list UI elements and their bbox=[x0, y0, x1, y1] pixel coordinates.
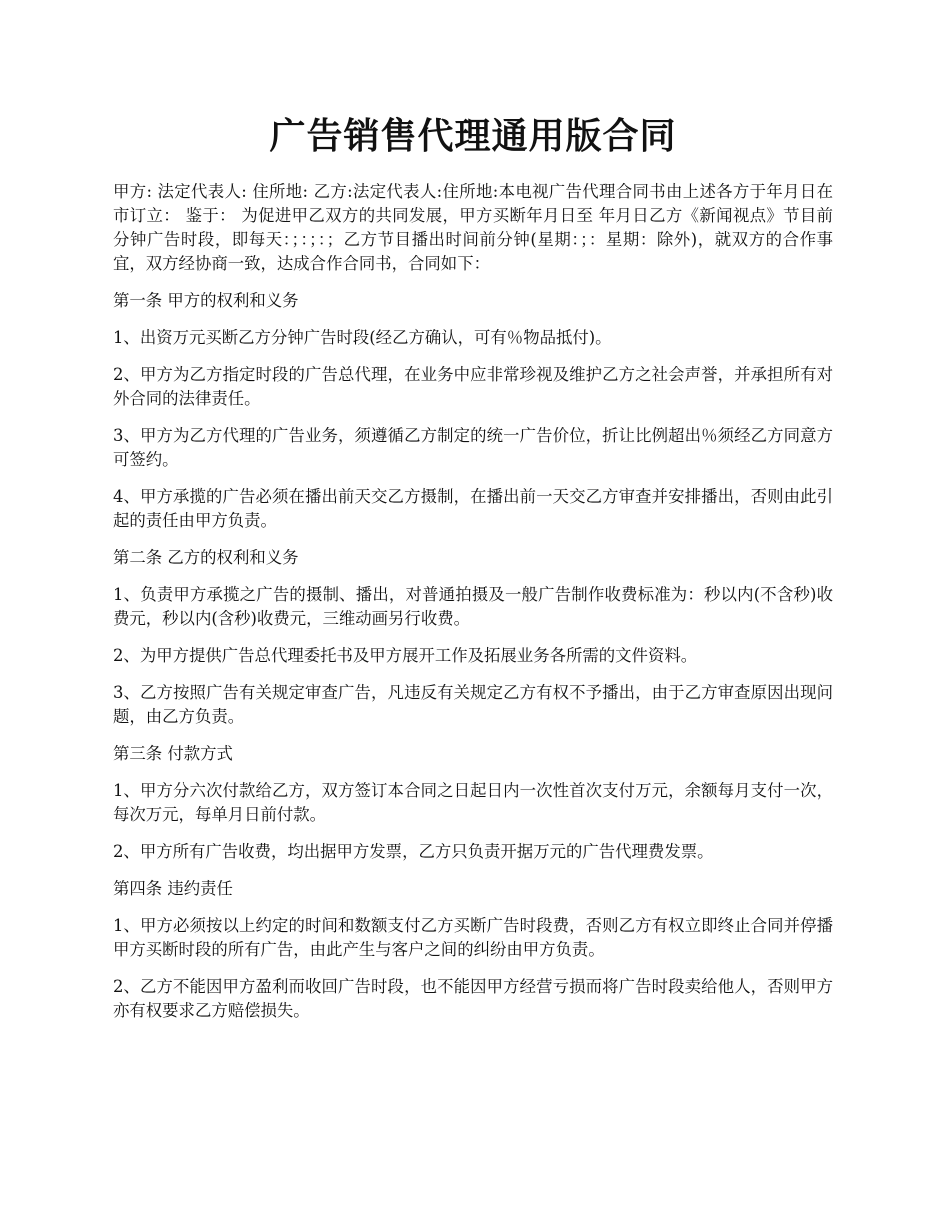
clause-2-3: 3、乙方按照广告有关规定审查广告，凡违反有关规定乙方有权不予播出，由于乙方审查原因出现问题，由乙方负责。 bbox=[113, 683, 833, 726]
clause-1-3: 3、甲方为乙方代理的广告业务，须遵循乙方制定的统一广告价位，折让比例超出％须经乙方同意方可签约。 bbox=[113, 426, 833, 469]
document-page bbox=[113, 110, 833, 1036]
clause-2-1: 1、负责甲方承揽之广告的摄制、播出，对普通拍摄及一般广告制作收费标准为：秒以内(不含秒)收费元，秒以内(含秒)收费元，三维动画另行收费。 bbox=[113, 585, 833, 628]
clause-4-1: 1、甲方必须按以上约定的时间和数额支付乙方买断广告时段费，否则乙方有权立即终止合同并停播甲方买断时段的所有广告，由此产生与客户之间的纠纷由甲方负责。 bbox=[113, 916, 833, 959]
clause-3-1: 1、甲方分六次付款给乙方，双方签订本合同之日起日内一次性首次支付万元，余额每月支付一次，每次万元，每单月日前付款。 bbox=[113, 781, 833, 824]
clause-2-2: 2、为甲方提供广告总代理委托书及甲方展开工作及拓展业务各所需的文件资料。 bbox=[113, 646, 698, 665]
document-title: 广告销售代理通用版合同 bbox=[269, 115, 677, 157]
clause-3-2: 2、甲方所有广告收费，均出据甲方发票，乙方只负责开据万元的广告代理费发票。 bbox=[113, 842, 714, 861]
section-heading-4: 第四条 违约责任 bbox=[113, 879, 233, 898]
section-heading-3: 第三条 付款方式 bbox=[113, 744, 233, 763]
clause-1-1: 1、出资万元买断乙方分钟广告时段(经乙方确认，可有％物品抵付)。 bbox=[113, 328, 612, 347]
section-heading-2: 第二条 乙方的权利和义务 bbox=[113, 548, 299, 567]
section-heading-1: 第一条 甲方的权利和义务 bbox=[113, 291, 299, 310]
clause-1-4: 4、甲方承揽的广告必须在播出前天交乙方摄制，在播出前一天交乙方审查并安排播出，否则由此引起的责任由甲方负责。 bbox=[113, 487, 833, 530]
intro-paragraph: 甲方: 法定代表人: 住所地: 乙方:法定代表人:住所地:本电视广告代理合同书由上述各方于年月日在市订立： 鉴于： 为促进甲乙双方的共同发展，甲方买断年月日至 年月日乙方《新闻视点》节目前分钟广告时段，即每天：；：；：；乙方节目播出时间前分钟(星期：；：星期：除外)，就双方的合作事宜，双方经协商一致，达成合作合同书，合同如下： bbox=[113, 182, 833, 273]
clause-4-2: 2、乙方不能因甲方盈利而收回广告时段，也不能因甲方经营亏损而将广告时段卖给他人，否则甲方亦有权要求乙方赔偿损失。 bbox=[113, 977, 833, 1020]
clause-1-2: 2、甲方为乙方指定时段的广告总代理，在业务中应非常珍视及维护乙方之社会声誉，并承担所有对外合同的法律责任。 bbox=[113, 365, 833, 408]
